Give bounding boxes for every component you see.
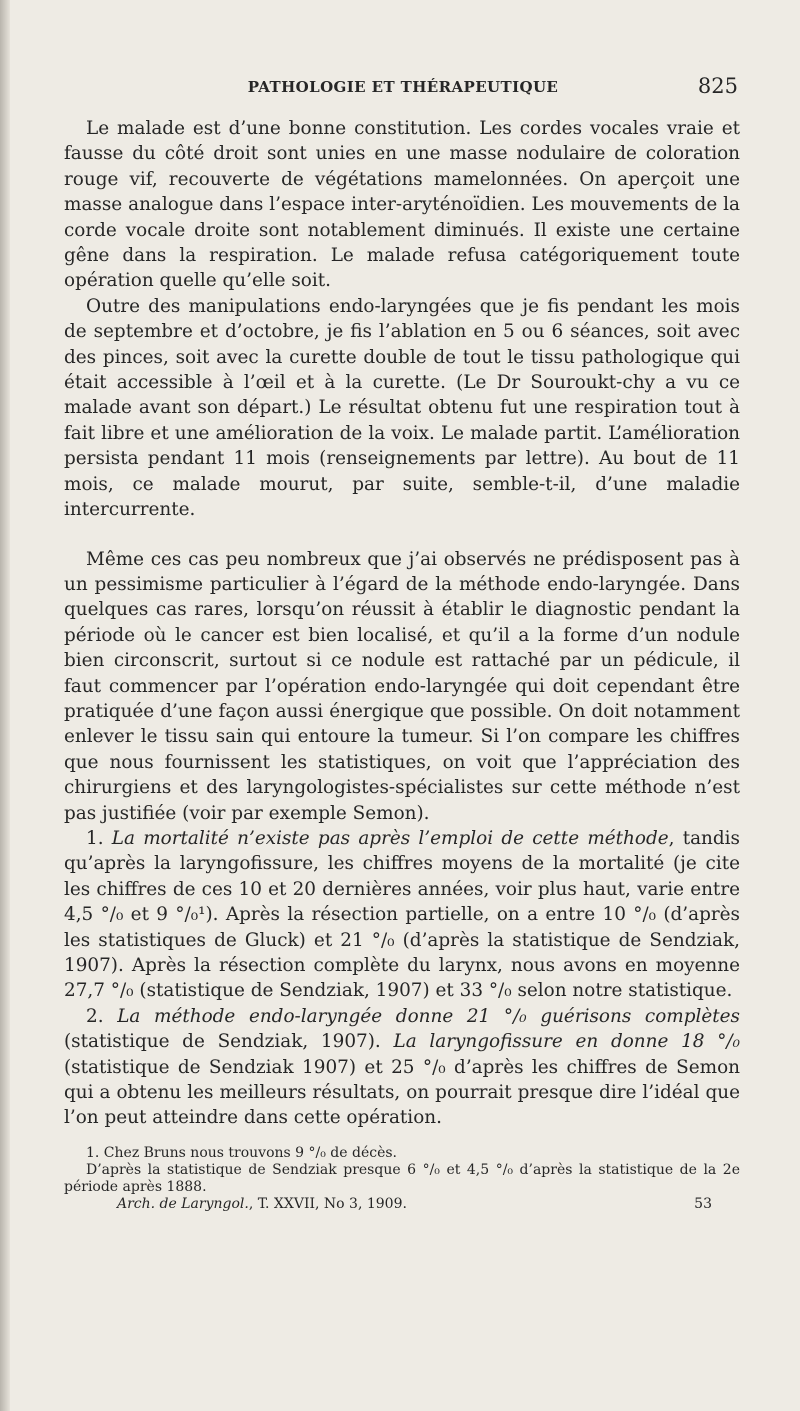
text-run: (statistique de Sendziak, 1907). [64,1031,394,1053]
text-run: (statistique de Sendziak 1907) et 25 °/₀ d’après les chiffres de Semon qui a obtenu les meilleurs résultats, on pourrait presque dire l’idéal que l’on peut atteindre dans cette opération. [64,1056,740,1129]
page-body [64,116,740,1214]
journal-title: Arch. de Laryngol. [117,1196,249,1213]
text-run: Outre des manipulations endo-laryngées que je fis pendant les mois de septembre et d’octobre, je fis l’ablation en 5 ou 6 séances, soit avec des pinces, soit avec la curette double de tout le tissu pathologique qui était accessible à l’œil et à la curette. (Le Dr Souroukt-chy a vu ce malade avant son départ.) Le résultat obtenu fut une respiration tout à fait libre et une amélioration de la voix. Le malade partit. L’amélioration persista pendant 11 mois (renseignements par lettre). Au bout de 11 mois, ce malade mourut, par suite, semble-t-il, d’une maladie intercurrente. [64,295,740,521]
footnotes [64,1145,740,1215]
footnote-1: 1. Chez Bruns nous trouvons 9 °/₀ de décès. [86,1144,397,1161]
text-run: , tandis qu’après la laryngofissure, les chiffres moyens de la mortalité (je cite les chiffres de ces 10 et 20 dernières années, voir plus haut, varie entre 4,5 °/₀ et 9 °/₀¹). Après la résection partielle, on a entre 10 °/₀ (d’après les statistiques de Gluck) et 21 °/₀ (d’après la statistique de Sendziak, 1907). Après la résection complète du larynx, nous avons en moyenne 27,7 °/₀ (statistique de Sendziak, 1907) et 33 °/₀ selon notre statistique. [64,827,740,1002]
text-run: Le malade est d’une bonne constitution. Les cordes vocales vraie et fausse du côté droit sont unies en une masse nodulaire de coloration rouge vif, recouverte de végétations mamelonnées. On aperçoit une masse analogue dans l’espace inter-aryténoïdien. Les mouvements de la corde vocale droite sont notablement diminués. Il existe une certaine gêne dans la respiration. Le malade refusa catégoriquement toute opération quelle qu’elle soit. [64,118,740,292]
paragraph [64,547,740,826]
text-run: Même ces cas peu nombreux que j’ai observés ne prédisposent pas à un pessimisme particulier à l’égard de la méthode endo-laryngée. Dans quelques cas rares, lorsqu’on réussit à établir le diagnostic pendant la période où le cancer est bien localisé, et qu’il a la forme d’un nodule bien circonscrit, surtout si ce nodule est rattaché par un pédicule, il faut commencer par l’opération endo-laryngée qui doit cependant être pratiquée d’une façon aussi énergique que possible. On doit notamment enlever le tissu sain qui entoure la tumeur. Si l’on compare les chiffres que nous fournissent les statistiques, on voit que l’appréciation des chirurgiens et des laryngologistes-spécialistes sur cette méthode n’est pas justifiée (voir par exemple Semon). [64,548,740,824]
page-header [68,74,738,104]
text-run: 2. [86,1005,118,1027]
paragraph [64,1004,740,1131]
italic-text: La méthode endo-laryngée donne 21 °/₀ guérisons complètes [117,1005,740,1027]
signature-mark: 53 [694,1196,712,1213]
journal-details: , T. XXVII, No 3, 1909. [248,1196,407,1213]
footnote-2: D’après la statistique de Sendziak presque 6 °/₀ et 4,5 °/₀ d’après la statistique de la 2e période après 1888. [64,1162,740,1196]
paragraph [64,116,740,294]
running-head: PATHOLOGIE ET THÉRAPEUTIQUE [247,78,559,96]
paragraph [64,826,740,1004]
italic-text: La mortalité n’existe pas après l’emploi de cette méthode [111,827,669,849]
body-text [64,116,740,1131]
page-number: 825 [697,74,738,98]
italic-text: La laryngofissure en donne 18 °/₀ [393,1031,741,1053]
text-run: 1. [86,827,112,849]
paragraph [64,294,740,523]
journal-citation [64,1196,740,1214]
page-binding-edge [0,0,10,1411]
